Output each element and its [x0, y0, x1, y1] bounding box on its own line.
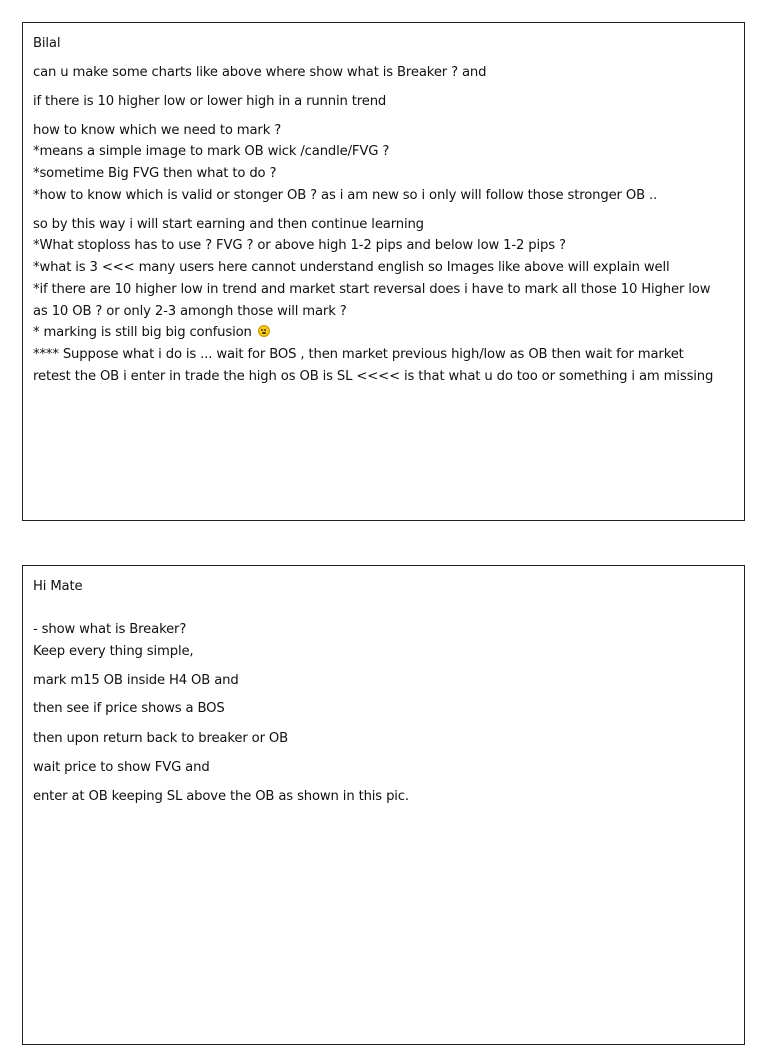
answer-line: then upon return back to breaker or OB — [33, 731, 289, 746]
question-line: if there is 10 higher low or lower high in a runnin trend — [33, 94, 387, 109]
question-line: *if there are 10 higher low in trend and market start reversal does i have to mark all those 10 Higher low — [33, 282, 711, 297]
question-line: *What stoploss has to use ? FVG ? or above high 1-2 pips and below low 1-2 pips ? — [33, 238, 566, 253]
question-box — [22, 22, 745, 521]
question-line-with-emoji — [33, 325, 270, 340]
question-line: *what is 3 <<< many users here cannot understand english so Images like above will explain well — [33, 260, 670, 275]
question-line: can u make some charts like above where show what is Breaker ? and — [33, 65, 487, 80]
question-line: as 10 OB ? or only 2-3 amongh those will mark ? — [33, 304, 347, 319]
confused-face-emoji-icon — [258, 325, 270, 337]
question-line: *means a simple image to mark OB wick /candle/FVG ? — [33, 144, 390, 159]
question-line: *sometime Big FVG then what to do ? — [33, 166, 277, 181]
question-line: retest the OB i enter in trade the high os OB is SL <<<< is that what u do too or something i am missing — [33, 369, 714, 384]
answer-box — [22, 565, 745, 1045]
question-line: so by this way i will start earning and then continue learning — [33, 217, 424, 232]
answer-line: Keep every thing simple, — [33, 644, 194, 659]
answer-line: wait price to show FVG and — [33, 760, 210, 775]
question-line: how to know which we need to mark ? — [33, 123, 282, 138]
answer-line: enter at OB keeping SL above the OB as shown in this pic. — [33, 789, 409, 804]
question-line: **** Suppose what i do is ... wait for BOS , then market previous high/low as OB then wait for market — [33, 347, 684, 362]
question-line: *how to know which is valid or stonger OB ? as i am new so i only will follow those stronger OB .. — [33, 188, 658, 203]
question-author: Bilal — [33, 36, 61, 51]
answer-line: - show what is Breaker? — [33, 622, 187, 637]
answer-line: mark m15 OB inside H4 OB and — [33, 673, 239, 688]
question-line: * marking is still big big confusion — [33, 325, 252, 340]
answer-greeting: Hi Mate — [33, 579, 83, 594]
answer-line: then see if price shows a BOS — [33, 701, 225, 716]
